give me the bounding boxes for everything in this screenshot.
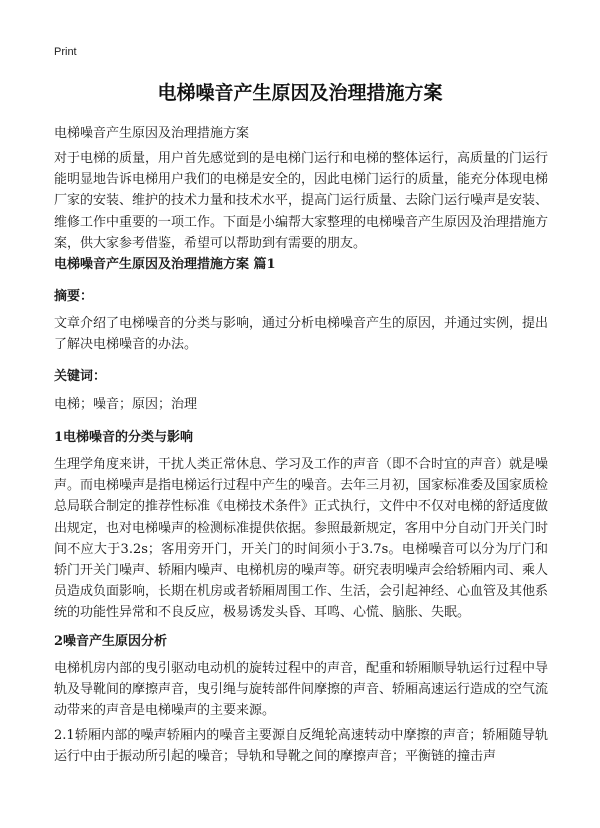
paragraph-1: 生理学角度来讲，干扰人类正常休息、学习及工作的声音（即不合时宜的声音）就是噪声。而电梯噪声是指电梯运行过程中产生的噪音。去年三月初，国家标准委及国家质检总局联合制定的推荐性标准《电梯技术条件》正式执行，文件中不仅对电梯的舒适度做出规定，也对电梯噪声的检测标准提供依据。参照最新规定，客用中分自动门开关门时间不应大于3.2s；客用旁开门，开关门的时间须小于3.7s。电梯噪音可以分为厅门和轿门开关门噪声、轿厢内噪声、电梯机房的噪声等。研究表明噪声会给轿厢内司、乘人员造成负面影响，长期在机房或者轿厢周围工作、生活，会引起神经、心血管及其他系统的功能性异常和不良反应，极易诱发头昏、耳鸣、心慌、脑胀、失眠。	[54, 457, 549, 621]
intro-paragraph: 对于电梯的质量，用户首先感觉到的是电梯门运行和电梯的整体运行，高质量的门运行能明显地告诉电梯用户我们的电梯是安全的，因此电梯门运行的质量，能充分体现电梯厂家的安装、维护的技术力量和技术水平，提高门运行质量、去除门运行噪声是安装、维修工作中重要的一项工作。下面是小编帮大家整理的电梯噪音产生原因及治理措施方案，供大家参考借鉴，希望可以帮助到有需要的朋友。	[54, 151, 549, 251]
abstract-text: 文章介绍了电梯噪音的分类与影响，通过分析电梯噪音产生的原因，并通过实例，提出了解决电梯噪音的办法。	[54, 316, 549, 353]
section-title: 电梯噪音产生原因及治理措施方案 篇1	[54, 257, 276, 272]
keywords-label: 关键词：	[54, 369, 107, 384]
heading-1: 1电梯噪音的分类与影响	[54, 430, 194, 445]
paragraph-3: 2.1轿厢内部的噪声轿厢内的噪音主要源自反绳轮高速转动中摩擦的声音；轿厢随导轨运行中由于振动所引起的噪音；导轨和导靴之间的摩擦声音；平衡链的撞击声	[54, 728, 548, 765]
keywords-text: 电梯；噪音；原因；治理	[54, 397, 198, 412]
document-subtitle: 电梯噪音产生原因及治理措施方案	[54, 126, 250, 141]
print-label: Print	[54, 46, 77, 58]
document-title: 电梯噪音产生原因及治理措施方案	[157, 82, 443, 104]
paragraph-2: 电梯机房内部的曳引驱动电动机的旋转过程中的声音，配重和轿厢顺导轨运行过程中导轨及导靴间的摩擦声音，曳引绳与旋转部件间摩擦的声音、轿厢高速运行造成的空气流动带来的声音是电梯噪声的主要来源。	[54, 661, 549, 719]
heading-2: 2噪音产生原因分析	[54, 634, 168, 649]
abstract-label: 摘要：	[54, 289, 94, 304]
